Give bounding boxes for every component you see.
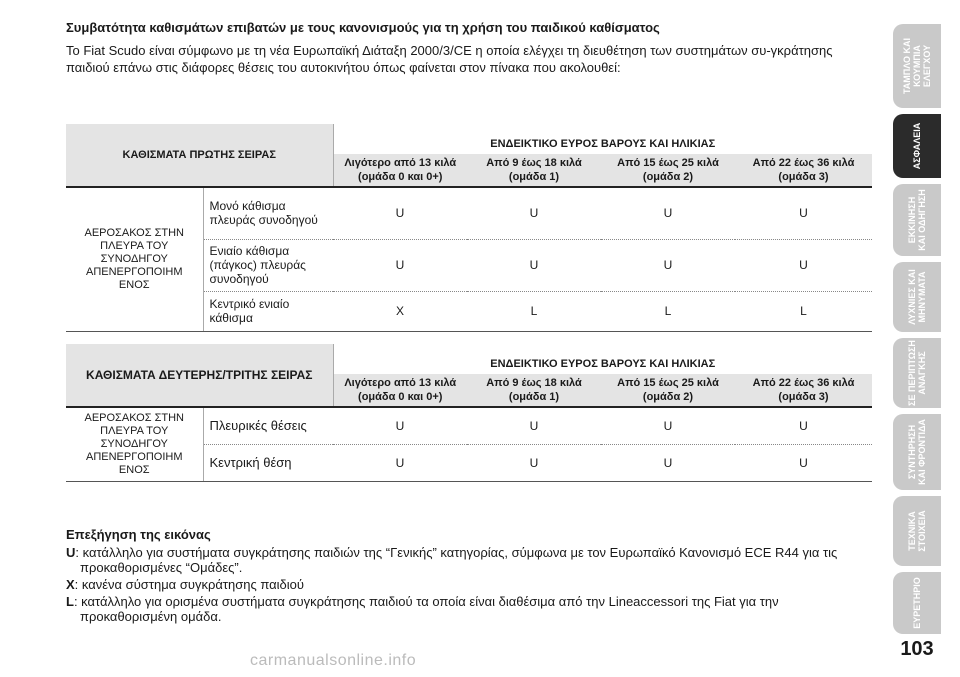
legend-section [66, 527, 872, 626]
main-header: ΕΝΔΕΙΚΤΙΚΟ ΕΥΡΟΣ ΒΑΡΟΥΣ ΚΑΙ ΗΛΙΚΙΑΣ [333, 344, 872, 374]
table-cell: U [601, 187, 735, 239]
tab-lights-messages[interactable]: ΛΥΧΝΙΕΣ ΚΑΙ ΜΗΝΥΜΑΤΑ [893, 262, 941, 332]
table-cell: X [333, 291, 467, 331]
watermark: carmanualsonline.info [250, 652, 417, 669]
tab-emergency[interactable]: ΣΕ ΠΕΡΙΠΤΩΣΗ ΑΝΑΓΚΗΣ [893, 338, 941, 408]
seat-label: Ενιαίο κάθισμα (πάγκος) πλευράς συνοδηγού [203, 239, 333, 291]
table-cell: L [735, 291, 872, 331]
section-label: ΚΑΘΙΣΜΑΤΑ ΠΡΩΤΗΣ ΣΕΙΡΑΣ [66, 124, 333, 187]
table-cell: U [735, 187, 872, 239]
tab-index[interactable]: ΕΥΡΕΤΗΡΙΟ [893, 572, 941, 634]
seat-label: Κεντρικό ενιαίο κάθισμα [203, 291, 333, 331]
main-header: ΕΝΔΕΙΚΤΙΚΟ ΕΥΡΟΣ ΒΑΡΟΥΣ ΚΑΙ ΗΛΙΚΙΑΣ [333, 124, 872, 154]
table-cell: U [333, 239, 467, 291]
page-number: 103 [900, 638, 934, 660]
column-header: Από 9 έως 18 κιλά (ομάδα 1) [467, 154, 601, 187]
table-cell: U [467, 407, 601, 444]
table-cell: U [735, 239, 872, 291]
table-cell: U [735, 444, 872, 481]
table-cell: U [467, 239, 601, 291]
page-title: Συμβατότητα καθισμάτων επιβατών με τους κανονισμούς για τη χρήση του παιδικού καθίσματος [66, 20, 660, 35]
column-header: Από 9 έως 18 κιλά (ομάδα 1) [467, 374, 601, 407]
legend-heading: Επεξήγηση της εικόνας [66, 527, 211, 542]
table-cell: U [333, 407, 467, 444]
front-seats-table [66, 124, 872, 332]
column-header: Από 22 έως 36 κιλά (ομάδα 3) [735, 154, 872, 187]
table-cell: U [601, 444, 735, 481]
column-header: Λιγότερο από 13 κιλά (ομάδα 0 και 0+) [333, 154, 467, 187]
group-label: ΑΕΡΟΣΑΚΟΣ ΣΤΗΝ ΠΛΕΥΡΑ ΤΟΥ ΣΥΝΟΔΗΓΟΥ ΑΠΕΝΕΡΓΟΠΟΙΗΜ ΕΝΟΣ [66, 407, 203, 481]
table-cell: U [735, 407, 872, 444]
tab-safety[interactable]: ΑΣΦΑΛΕΙΑ [893, 114, 941, 178]
table-cell: U [333, 187, 467, 239]
table-row [66, 407, 872, 444]
table-row [66, 187, 872, 239]
column-header: Από 15 έως 25 κιλά (ομάδα 2) [601, 374, 735, 407]
tab-technical-data[interactable]: ΤΕΧΝΙΚΑ ΣΤΟΙΧΕΙΑ [893, 496, 941, 566]
section-label: ΚΑΘΙΣΜΑΤΑ ΔΕΥΤΕΡΗΣ/ΤΡΙΤΗΣ ΣΕΙΡΑΣ [66, 344, 333, 407]
rear-seats-table [66, 344, 872, 482]
intro-paragraph: Το Fiat Scudo είναι σύμφωνο με τη νέα Ευρωπαϊκή Διάταξη 2000/3/CE η οποία ελέγχει τη διευθέτηση των συστημάτων συ-γκράτησης παιδιού επάνω στις διάφορες θέσεις του αυτοκινήτου όπως φαίνεται στον πίνακα που ακολουθεί: [66, 43, 833, 75]
tab-starting-driving[interactable]: ΕΚΚΙΝΗΣΗ ΚΑΙ ΟΔΗΓΗΣΗ [893, 184, 941, 256]
table-cell: U [333, 444, 467, 481]
tab-dashboard-controls[interactable]: ΤΑΜΠΛΟ ΚΑΙ ΚΟΥΜΠΙΑ ΕΛΕΓΧΟΥ [893, 24, 941, 108]
tab-maintenance[interactable]: ΣΥΝΤΗΡΗΣΗ ΚΑΙ ΦΡΟΝΤΙΔΑ [893, 414, 941, 490]
table-cell: U [467, 444, 601, 481]
table-cell: U [601, 239, 735, 291]
legend-item: U: κατάλληλο για συστήματα συγκράτησης παιδιών της “Γενικής” κατηγορίας, σύμφωνα με τον Ευρωπαϊκό Κανονισμό ECE R44 για τις προκαθορισμένες “Ομάδες”. [66, 545, 838, 575]
column-header: Από 22 έως 36 κιλά (ομάδα 3) [735, 374, 872, 407]
table-cell: L [467, 291, 601, 331]
legend-item: L: κατάλληλο για ορισμένα συστήματα συγκράτησης παιδιού τα οποία είναι διαθέσιμα από την Lineaccessori της Fiat για την προκαθορισμένη ομάδα. [66, 594, 779, 624]
group-label: ΑΕΡΟΣΑΚΟΣ ΣΤΗΝ ΠΛΕΥΡΑ ΤΟΥ ΣΥΝΟΔΗΓΟΥ ΑΠΕΝΕΡΓΟΠΟΙΗΜ ΕΝΟΣ [66, 187, 203, 331]
column-header: Λιγότερο από 13 κιλά (ομάδα 0 και 0+) [333, 374, 467, 407]
column-header: Από 15 έως 25 κιλά (ομάδα 2) [601, 154, 735, 187]
table-cell: L [601, 291, 735, 331]
table-cell: U [601, 407, 735, 444]
seat-label: Πλευρικές θέσεις [203, 407, 333, 444]
seat-label: Μονό κάθισμα πλευράς συνοδηγού [203, 187, 333, 239]
table-cell: U [467, 187, 601, 239]
legend-item: X: κανένα σύστημα συγκράτησης παιδιού [66, 577, 305, 592]
seat-label: Κεντρική θέση [203, 444, 333, 481]
